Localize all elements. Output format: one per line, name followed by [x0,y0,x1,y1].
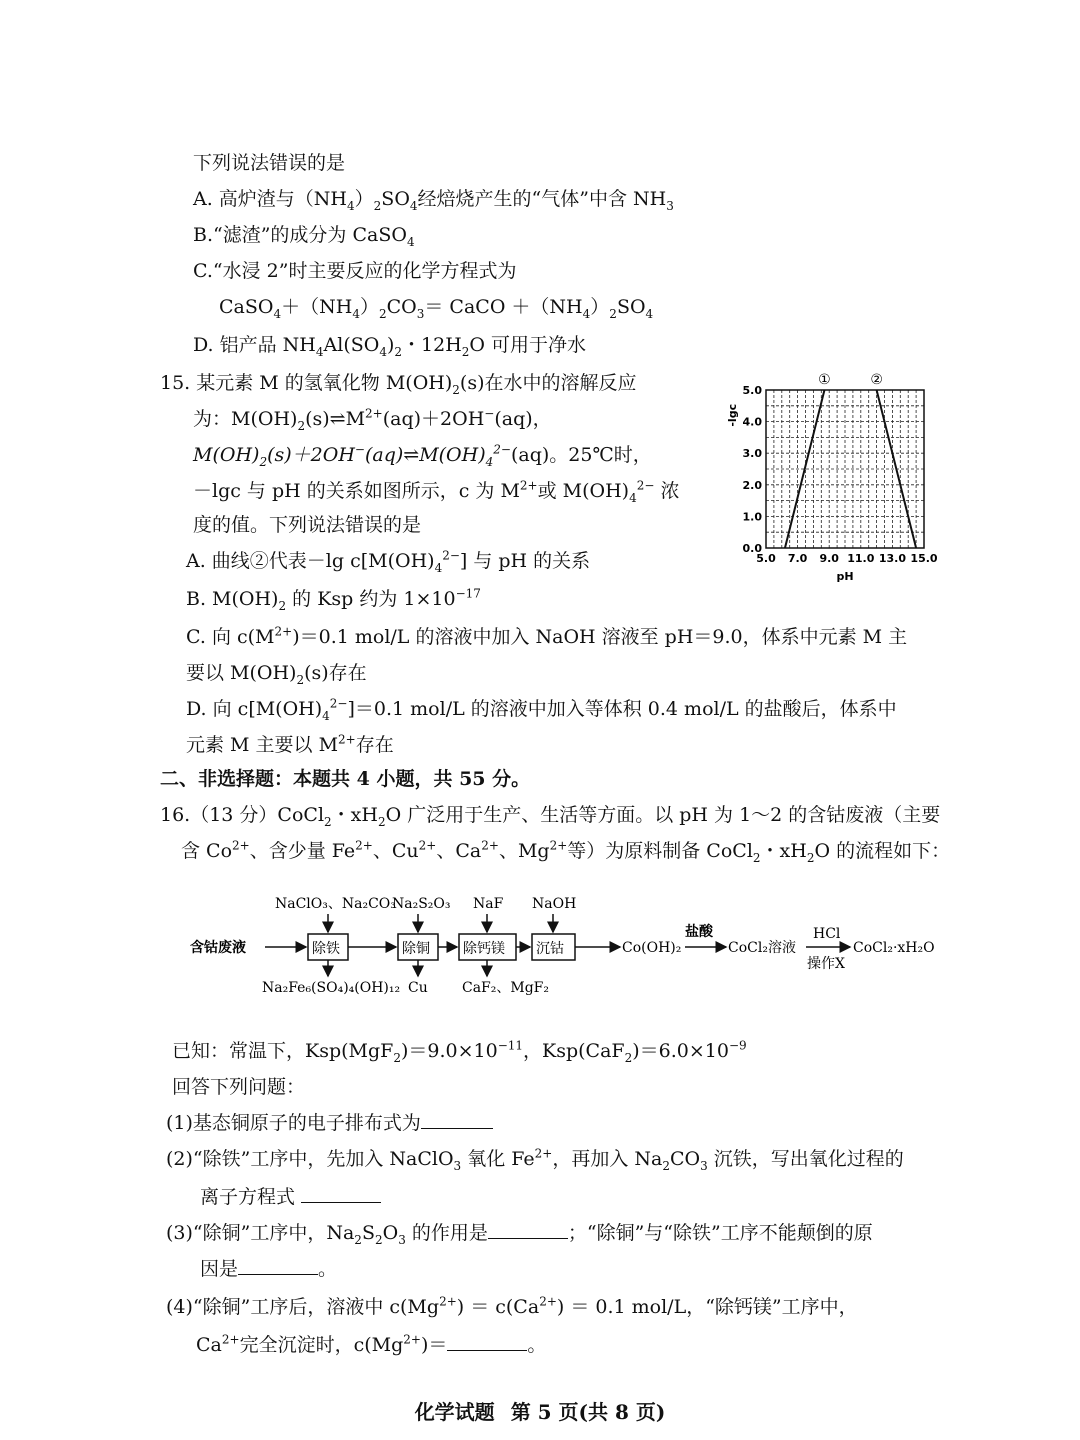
q15-lgc-ph-graph [728,368,940,586]
y-tick-label: 1.0 [742,510,762,524]
curve-label-2: ② [870,372,883,388]
flow-hcl: HCl [813,926,841,942]
q16-part2-line2: 离子方程式 [200,1184,381,1210]
flow-hydrochloric-acid: 盐酸 [685,924,713,940]
y-axis-label: -lgc [726,403,739,427]
flow-step-remove-ca-mg: 除钙镁 [463,941,505,957]
x-tick-label: 11.0 [847,552,875,565]
q16-part4-line2: $Ca^{2+}$完全沉淀时，$c(Mg^{2+})=$ 。 [196,1332,547,1356]
footer-page-number: 第 5 页(共 8 页) [510,1400,666,1424]
section-two-heading: 二、非选择题：本题共 4 小题，共 55 分。 [160,768,531,790]
process-flow-diagram [180,888,940,1008]
x-tick-label: 7.0 [787,552,808,565]
answer-blank-3[interactable] [488,1220,568,1239]
q15-stem-line1: 15. 某元素 M 的氢氧化物 $M(OH)_2(s)$在水中的溶解反应 [160,372,637,397]
intro-text: 下列说法错误的是 [193,152,346,174]
q15-option-a: A. 曲线②代表－lg $c[M(OH)_4^{2-}]$ 与 pH 的关系 [186,548,591,575]
x-tick-label: 5.0 [756,552,776,565]
page-footer [0,1396,1080,1425]
q16-part4-line1: (4)“除铜”工序后，溶液中 $c(Mg^{2+}) = c(Ca^{2+}) = 0.1$ mol/L，“除钙镁”工序中， [166,1294,858,1318]
q14-option-c: C.“水浸 2”时主要反应的化学方程式为 [193,260,517,282]
q15-option-c-line1: C. 向 $c(M^{2+})=0.1$ mol/L 的溶液中加入 NaOH 溶液至 pH＝9.0，体系中元素 M 主 [186,624,908,648]
q16-stem-line2: 含 $Co^{2+}$、含少量 $Fe^{2+}$、$Cu^{2+}$、$Ca^{2+}$、$Mg^{2+}$等）为原料制备 CoCl$_2$・$xH_2O$ 的流程如下： [181,838,951,865]
q15-stem-line5: 度的值。下列说法错误的是 [193,514,422,536]
y-tick-label: 5.0 [742,384,762,397]
q15-option-d-line2: 元素 M 主要以 $M^{2+}$存在 [186,732,394,756]
q15-stem-line3: $M(OH)_2(s)+2OH^-(aq)\rightleftharpoons M(OH)_4^{2-}(aq)$。25℃时， [193,442,652,469]
x-axis-label: pH [836,570,854,583]
q16-part3-line1: (3)“除铜”工序中，$Na_2S_2O_3$ 的作用是 ；“除铜”与“除铁”工序不能颠倒的原 [166,1222,873,1247]
flow-cocl2-solution: CoCl₂溶液 [728,940,796,956]
known-ksp: 已知：常温下，$Ksp(MgF_2)=9.0\times 10^{-11}$，$Ksp(CaF_2)=6.0\times 10^{-9}$ [172,1038,747,1065]
flow-cobalt-hydroxide: Co(OH)₂ [622,940,682,956]
flow-step-remove-iron: 除铁 [312,941,340,957]
flow-reagent-3: NaF [473,896,504,912]
flow-reagent-4: NaOH [532,896,577,912]
q15-stem-line2: 为：$M(OH)_2(s)\rightleftharpoons M^{2+}(aq)+2OH^-(aq)$， [193,406,552,433]
flow-step-remove-copper: 除铜 [402,941,430,957]
flow-product-2: Cu [408,980,428,996]
q14-option-a: A. 高炉渣与$(NH_4)_2SO_4$经焙烧产生的“气体”中含 $NH_3$ [193,188,674,213]
q14-option-d: D. 铝产品 $NH_4Al(SO_4)_2$・$12H_2O$ 可用于净水 [193,334,587,359]
y-tick-label: 2.0 [742,478,762,492]
q16-part3-line2: 因是 。 [200,1258,338,1280]
answer-blank-1[interactable] [421,1110,493,1129]
answer-blank-2[interactable] [301,1184,381,1203]
q15-option-c-line2: 要以 $M(OH)_2(s)$存在 [186,662,367,687]
flow-step-precipitate-cobalt: 沉钴 [536,941,564,957]
x-tick-label: 15.0 [910,552,938,565]
q15-option-b: B. $M(OH)_2$ 的 Ksp 约为 $1\times 10^{-17}$ [186,586,481,613]
flow-reagent-2: Na₂S₂O₃ [392,896,451,912]
x-tick-label: 9.0 [819,552,839,565]
flow-product-1: Na₂Fe₆(SO₄)₄(OH)₁₂ [262,980,401,996]
y-tick-label: 3.0 [742,447,762,461]
y-tick-label: 4.0 [742,415,762,429]
q16-stem-line1: 16.（13 分）CoCl$_2$・$xH_2O$ 广泛用于生产、生活等方面。以 pH 为 1～2 的含钴废液（主要 [160,804,941,829]
flow-reagent-1: NaClO₃、Na₂CO₃ [275,896,396,912]
y-tick-label: 0.0 [742,542,762,555]
q16-part1: (1)基态铜原子的电子排布式为 [166,1110,493,1136]
q14-equation: $CaSO_4+(NH_4)_2CO_3=$ CaCO $+(NH_4)_2SO_4$ [219,296,654,321]
plot-frame [766,390,924,548]
q15-stem-line4: －lgc 与 pH 的关系如图所示，c 为 $M^{2+}$或 $M(OH)_4^{2-}$ 浓 [193,478,680,505]
curve-label-1: ① [818,372,831,388]
answer-intro: 回答下列问题： [172,1076,306,1098]
x-tick-label: 13.0 [878,552,906,565]
q14-option-b: B.“滤渣”的成分为 CaSO$_4$ [193,224,415,249]
answer-blank-5[interactable] [447,1332,527,1351]
flow-final-product: CoCl₂·xH₂O [853,940,935,956]
flow-start-label: 含钴废液 [190,940,246,956]
answer-blank-4[interactable] [238,1256,318,1275]
footer-subject: 化学试题 [414,1400,495,1424]
flow-operation-x: 操作X [807,956,845,972]
q16-part2-line1: (2)“除铁”工序中，先加入 NaClO$_3$ 氧化 $Fe^{2+}$，再加入 $Na_2CO_3$ 沉铁，写出氧化过程的 [166,1146,904,1173]
q15-option-d-line1: D. 向 $c[M(OH)_4^{2-}]=0.1$ mol/L 的溶液中加入等体积 0.4 mol/L 的盐酸后，体系中 [186,696,897,723]
flow-product-3: CaF₂、MgF₂ [462,980,550,996]
